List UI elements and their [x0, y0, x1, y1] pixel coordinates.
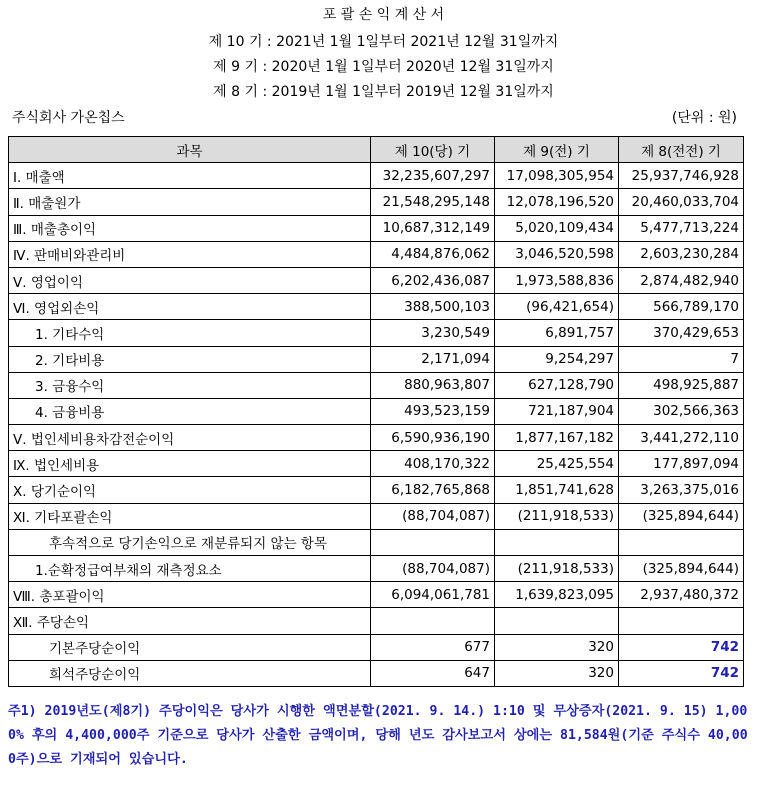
row-label: 희석주당순이익 [9, 660, 371, 686]
cell-v8: 302,566,363 [619, 398, 744, 424]
cell-v9: 12,078,196,520 [495, 189, 619, 215]
row-label: 기본주당순이익 [9, 634, 371, 660]
row-label: 2. 기타비용 [9, 346, 371, 372]
table-row [9, 398, 744, 424]
table-row [9, 451, 744, 477]
row-label: Ⅹ. 당기순이익 [9, 477, 371, 503]
table-row [9, 634, 744, 660]
cell-v10: 3,230,549 [371, 320, 495, 346]
table-row [9, 267, 744, 293]
table-row [9, 425, 744, 451]
cell-v10: 493,523,159 [371, 398, 495, 424]
row-label: 3. 금융수익 [9, 372, 371, 398]
cell-v8: 20,460,033,704 [619, 189, 744, 215]
cell-v9: 6,891,757 [495, 320, 619, 346]
table-row [9, 241, 744, 267]
statement-title: 포 괄 손 익 계 산 서 [322, 7, 445, 23]
cell-v8: 2,874,482,940 [619, 267, 744, 293]
cell-v8: 177,897,094 [619, 451, 744, 477]
cell-v8: 498,925,887 [619, 372, 744, 398]
cell-v10: 388,500,103 [371, 294, 495, 320]
table-row [9, 346, 744, 372]
row-label: 1. 기타수익 [9, 320, 371, 346]
table-row [9, 608, 744, 634]
cell-v8: 742 [619, 634, 744, 660]
table-row [9, 163, 744, 189]
table-row [9, 320, 744, 346]
cell-v10 [371, 608, 495, 634]
cell-v8: 2,937,480,372 [619, 582, 744, 608]
cell-v10: 6,182,765,868 [371, 477, 495, 503]
cell-v10: 880,963,807 [371, 372, 495, 398]
row-label: Ⅴ. 법인세비용차감전순이익 [9, 425, 371, 451]
table-row [9, 215, 744, 241]
cell-v10: (88,704,087) [371, 556, 495, 582]
footnote: 주1) 2019년도(제8기) 주당이익은 당사가 시행한 액면분할(2021. 9. 14.) 1:10 및 무상증자(2021. 9. 15) 1,000% 후의 4,400,000주 기준으로 당사가 산출한 금액이며, 당해 년도 감사보고서 상에는 81,584원(기준 주식수 40,000주)으로 기재되어 있습니다. [8, 704, 748, 767]
cell-v8: 370,429,653 [619, 320, 744, 346]
cell-v9: (211,918,533) [495, 503, 619, 529]
cell-v9: 1,877,167,182 [495, 425, 619, 451]
cell-v9: 25,425,554 [495, 451, 619, 477]
cell-v8 [619, 608, 744, 634]
row-label: 후속적으로 당기손익으로 재분류되지 않는 항목 [9, 529, 371, 555]
row-label: Ⅱ. 매출원가 [9, 189, 371, 215]
row-label: Ⅵ. 영업외손익 [9, 294, 371, 320]
cell-v8: 3,441,272,110 [619, 425, 744, 451]
cell-v9: 5,020,109,434 [495, 215, 619, 241]
cell-v10: 2,171,094 [371, 346, 495, 372]
column-header: 제 10(당) 기 [371, 137, 495, 163]
cell-v10: 10,687,312,149 [371, 215, 495, 241]
cell-v9: 1,973,588,836 [495, 267, 619, 293]
period-9: 제 9 기 : 2020년 1월 1일부터 2020년 12월 31일까지 [213, 59, 554, 75]
income-statement-table [8, 136, 744, 687]
row-label: Ⅷ. 총포괄이익 [9, 582, 371, 608]
cell-v9: 1,639,823,095 [495, 582, 619, 608]
cell-v10: 4,484,876,062 [371, 241, 495, 267]
cell-v9: 320 [495, 634, 619, 660]
table-row [9, 529, 744, 555]
cell-v8: 25,937,746,928 [619, 163, 744, 189]
cell-v9 [495, 529, 619, 555]
cell-v9: (211,918,533) [495, 556, 619, 582]
cell-v9: 17,098,305,954 [495, 163, 619, 189]
table-row [9, 582, 744, 608]
cell-v10: 32,235,607,297 [371, 163, 495, 189]
row-label: Ⅴ. 영업이익 [9, 267, 371, 293]
period-10: 제 10 기 : 2021년 1월 1일부터 2021년 12월 31일까지 [208, 34, 559, 50]
table-row [9, 556, 744, 582]
column-header: 과목 [9, 137, 371, 163]
cell-v10: 21,548,295,148 [371, 189, 495, 215]
row-label: 1.순확정급여부채의 재측정요소 [9, 556, 371, 582]
cell-v9: 9,254,297 [495, 346, 619, 372]
period-8: 제 8 기 : 2019년 1월 1일부터 2019년 12월 31일까지 [213, 84, 554, 100]
cell-v8: 2,603,230,284 [619, 241, 744, 267]
cell-v9: 721,187,904 [495, 398, 619, 424]
table-row [9, 503, 744, 529]
cell-v10: 6,202,436,087 [371, 267, 495, 293]
column-header: 제 9(전) 기 [495, 137, 619, 163]
table-row [9, 660, 744, 686]
row-label: Ⅻ. 주당손익 [9, 608, 371, 634]
table-row [9, 294, 744, 320]
cell-v9: 1,851,741,628 [495, 477, 619, 503]
cell-v9: 3,046,520,598 [495, 241, 619, 267]
cell-v10: 6,590,936,190 [371, 425, 495, 451]
table-row [9, 189, 744, 215]
cell-v10: 408,170,322 [371, 451, 495, 477]
cell-v8: 3,263,375,016 [619, 477, 744, 503]
row-label: Ⅺ. 기타포괄손익 [9, 503, 371, 529]
cell-v9 [495, 608, 619, 634]
cell-v10 [371, 529, 495, 555]
cell-v8: 742 [619, 660, 744, 686]
table-row [9, 477, 744, 503]
cell-v8: (325,894,644) [619, 503, 744, 529]
cell-v10: 677 [371, 634, 495, 660]
cell-v9: (96,421,654) [495, 294, 619, 320]
cell-v9: 627,128,790 [495, 372, 619, 398]
row-label: Ⅲ. 매출총이익 [9, 215, 371, 241]
cell-v8: (325,894,644) [619, 556, 744, 582]
cell-v8 [619, 529, 744, 555]
unit-label: (단위 : 원) [671, 110, 737, 126]
table-header-row [9, 137, 744, 163]
column-header: 제 8(전전) 기 [619, 137, 744, 163]
row-label: 4. 금융비용 [9, 398, 371, 424]
cell-v10: (88,704,087) [371, 503, 495, 529]
cell-v8: 5,477,713,224 [619, 215, 744, 241]
cell-v10: 647 [371, 660, 495, 686]
cell-v8: 7 [619, 346, 744, 372]
cell-v10: 6,094,061,781 [371, 582, 495, 608]
cell-v8: 566,789,170 [619, 294, 744, 320]
row-label: Ⅸ. 법인세비용 [9, 451, 371, 477]
table-row [9, 372, 744, 398]
cell-v9: 320 [495, 660, 619, 686]
row-label: Ⅳ. 판매비와관리비 [9, 241, 371, 267]
company-name: 주식회사 가온칩스 [12, 110, 125, 126]
row-label: Ⅰ. 매출액 [9, 163, 371, 189]
